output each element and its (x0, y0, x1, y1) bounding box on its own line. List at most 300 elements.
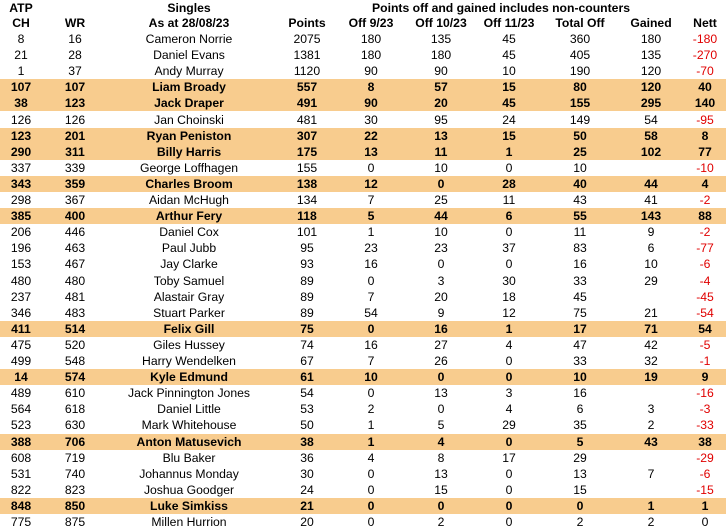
cell-points: 118 (297, 209, 317, 224)
cell-off9: 8 (367, 80, 375, 95)
cell-points: 21 (300, 498, 314, 513)
cell-nett: -1 (699, 354, 711, 368)
cell-wr: 339 (64, 160, 86, 175)
cell-nett: -270 (692, 48, 718, 63)
cell-total: 10 (573, 370, 587, 385)
cell-off9: 5 (367, 209, 375, 224)
cell-total: 17 (573, 321, 587, 336)
cell-off11: 0 (505, 466, 513, 481)
cell-wr: 126 (64, 112, 86, 127)
cell-gained: 41 (644, 193, 658, 207)
cell-nett: 40 (698, 80, 712, 95)
cell-gained: 135 (640, 48, 662, 63)
cell-off11: 37 (502, 241, 516, 256)
cell-name: Daniel Evans (153, 48, 225, 63)
cell-total: 16 (573, 257, 587, 272)
table-row (0, 63, 726, 79)
cell-off9: 10 (364, 370, 378, 385)
header-ch: CH (12, 16, 30, 30)
cell-off10: 0 (437, 370, 445, 385)
cell-total: 11 (573, 225, 587, 240)
table-row (0, 224, 726, 240)
cell-gained: 71 (644, 321, 658, 336)
cell-total: 45 (573, 289, 587, 304)
table-row (0, 208, 726, 224)
cell-points: 30 (300, 466, 314, 481)
cell-nett: -16 (696, 386, 714, 401)
cell-wr: 483 (64, 305, 86, 320)
header-wr: WR (64, 16, 86, 30)
cell-off10: 8 (437, 450, 445, 465)
table-row (0, 321, 726, 337)
cell-name: Daniel Little (157, 402, 221, 417)
cell-name: Cameron Norrie (145, 32, 233, 46)
cell-gained: 7 (647, 466, 655, 481)
cell-name: Stuart Parker (153, 305, 225, 320)
cell-name: Billy Harris (156, 144, 222, 159)
cell-wr: 618 (64, 402, 86, 417)
cell-name: Kyle Edmund (150, 370, 228, 385)
cell-off11: 30 (502, 273, 516, 288)
cell-wr: 630 (64, 418, 86, 433)
cell-total: 55 (573, 209, 587, 224)
header-nett: Nett (693, 16, 717, 30)
cell-nett: -2 (699, 193, 711, 207)
table-row (0, 514, 726, 530)
cell-wr: 201 (64, 128, 86, 143)
cell-off10: 10 (434, 225, 448, 240)
cell-off11: 29 (502, 418, 516, 433)
cell-points: 89 (300, 273, 314, 288)
table-row (0, 240, 726, 256)
cell-wr: 823 (64, 482, 86, 497)
cell-off11: 3 (505, 386, 513, 401)
cell-atp: 523 (10, 418, 32, 433)
cell-name: Jack Pinnington Jones (128, 386, 250, 401)
cell-atp: 564 (10, 402, 32, 417)
header-note: Points off and gained includes non-counters (372, 1, 630, 15)
cell-total: 5 (576, 434, 584, 449)
cell-nett: -6 (699, 466, 711, 481)
cell-total: 190 (569, 64, 591, 79)
cell-off9: 22 (364, 128, 378, 143)
cell-wr: 16 (68, 32, 82, 46)
cell-name: Giles Hussey (153, 337, 225, 352)
cell-name: Felix Gill (163, 321, 215, 336)
cell-off11: 0 (505, 515, 513, 529)
cell-atp: 206 (10, 225, 32, 240)
cell-off9: 0 (367, 386, 375, 401)
cell-off9: 0 (367, 321, 375, 336)
cell-nett: 38 (698, 434, 712, 449)
cell-off10: 3 (437, 273, 445, 288)
header-atp: ATP (9, 1, 33, 15)
cell-off10: 0 (437, 176, 445, 191)
cell-points: 307 (296, 128, 318, 143)
table-row (0, 79, 726, 95)
cell-atp: 290 (10, 144, 32, 159)
cell-gained: 19 (644, 370, 658, 385)
cell-atp: 153 (10, 257, 32, 272)
cell-off10: 23 (434, 241, 448, 256)
cell-nett: -180 (692, 32, 718, 46)
cell-nett: -6 (699, 257, 711, 272)
table-row (0, 176, 726, 192)
cell-nett: -4 (699, 273, 711, 288)
cell-off9: 16 (364, 257, 378, 272)
cell-gained (618, 160, 684, 176)
cell-off9: 0 (367, 498, 375, 513)
cell-nett: -15 (696, 482, 714, 497)
table-row (0, 482, 726, 498)
cell-off10: 0 (437, 402, 445, 417)
cell-name: Johannus Monday (139, 466, 239, 481)
cell-off10: 135 (430, 32, 452, 46)
cell-nett: 1 (701, 498, 709, 513)
cell-off9: 7 (367, 193, 375, 207)
cell-off9: 54 (364, 305, 378, 320)
cell-gained: 143 (640, 209, 662, 224)
header-gained: Gained (630, 16, 672, 30)
cell-off10: 90 (434, 64, 448, 79)
cell-off11: 0 (505, 225, 513, 240)
cell-atp: 499 (10, 354, 32, 368)
cell-gained: 6 (647, 241, 655, 256)
table-row (0, 128, 726, 144)
cell-atp: 343 (10, 176, 32, 191)
cell-gained: 29 (644, 273, 658, 288)
cell-total: 13 (573, 466, 587, 481)
cell-off9: 0 (367, 482, 375, 497)
cell-total: 50 (573, 128, 587, 143)
cell-gained: 102 (640, 144, 662, 159)
cell-nett: 4 (701, 176, 709, 191)
cell-points: 175 (296, 144, 318, 159)
cell-gained: 2 (647, 515, 655, 529)
cell-total: 360 (569, 32, 591, 46)
cell-gained: 10 (644, 257, 658, 272)
cell-name: Joshua Goodger (143, 482, 235, 497)
cell-off11: 15 (502, 80, 516, 95)
cell-off10: 25 (434, 193, 448, 207)
cell-off11: 0 (505, 160, 513, 175)
cell-wr: 481 (64, 289, 86, 304)
cell-gained: 295 (640, 96, 662, 111)
table-row (0, 498, 726, 514)
cell-off9: 0 (367, 466, 375, 481)
cell-points: 89 (300, 289, 314, 304)
cell-atp: 126 (10, 112, 32, 127)
header-points-blank (278, 0, 336, 16)
cell-off9: 16 (364, 337, 378, 352)
cell-nett: -77 (696, 241, 714, 256)
cell-total: 43 (573, 193, 587, 207)
cell-name: Paul Jubb (161, 241, 217, 256)
cell-off9: 12 (364, 176, 378, 191)
table-row (0, 144, 726, 160)
cell-atp: 1 (17, 64, 25, 79)
cell-wr: 740 (64, 466, 86, 481)
header-as-at: As at 28/08/23 (148, 16, 230, 30)
cell-points: 54 (300, 386, 314, 401)
cell-off11: 45 (502, 32, 516, 46)
cell-off10: 2 (437, 515, 445, 529)
cell-total: 75 (573, 305, 587, 320)
cell-nett: -10 (696, 160, 714, 175)
cell-wr: 400 (64, 209, 86, 224)
cell-atp: 107 (10, 80, 32, 95)
cell-total: 47 (573, 337, 587, 352)
cell-points: 67 (300, 354, 314, 368)
cell-gained: 43 (644, 434, 658, 449)
header-row-1 (0, 0, 726, 16)
cell-atp: 475 (10, 337, 32, 352)
cell-name: Charles Broom (145, 176, 233, 191)
cell-atp: 480 (10, 273, 32, 288)
cell-off11: 10 (502, 64, 516, 79)
cell-name: Millen Hurrion (151, 515, 227, 529)
cell-off10: 11 (434, 144, 448, 159)
cell-name: Andy Murray (154, 64, 224, 79)
cell-points: 2075 (293, 32, 321, 46)
cell-off10: 16 (434, 321, 448, 336)
cell-name: Jan Choinski (154, 112, 224, 127)
cell-name: Alastair Gray (153, 289, 225, 304)
table-row (0, 385, 726, 401)
cell-off9: 13 (364, 144, 378, 159)
cell-off10: 13 (434, 128, 448, 143)
cell-atp: 822 (10, 482, 32, 497)
cell-nett: -5 (699, 337, 711, 352)
cell-off9: 180 (360, 48, 382, 63)
cell-off11: 0 (505, 370, 513, 385)
cell-name: Ryan Peniston (146, 128, 232, 143)
cell-points: 53 (300, 402, 314, 417)
cell-nett: 9 (701, 370, 709, 385)
cell-off11: 17 (502, 450, 516, 465)
cell-points: 481 (296, 112, 318, 127)
cell-nett: -33 (696, 418, 714, 433)
cell-off10: 9 (437, 305, 445, 320)
cell-nett: -3 (699, 402, 711, 417)
cell-name: George Loffhagen (139, 160, 239, 175)
cell-wr: 610 (64, 386, 86, 401)
cell-name: Toby Samuel (153, 273, 225, 288)
cell-atp: 489 (10, 386, 32, 401)
cell-off11: 4 (505, 402, 513, 417)
cell-off11: 1 (505, 321, 513, 336)
cell-off11: 0 (505, 434, 513, 449)
cell-gained: 2 (647, 418, 655, 433)
cell-atp: 38 (14, 96, 28, 111)
cell-gained (618, 482, 684, 498)
cell-gained: 42 (644, 337, 658, 352)
cell-total: 155 (569, 96, 591, 111)
cell-total: 16 (573, 386, 587, 401)
cell-atp: 346 (10, 305, 32, 320)
cell-total: 2 (576, 515, 584, 529)
cell-off11: 0 (505, 482, 513, 497)
cell-points: 61 (300, 370, 314, 385)
cell-wr: 514 (64, 321, 86, 336)
cell-off10: 44 (434, 209, 448, 224)
table-row (0, 401, 726, 417)
cell-nett: -54 (696, 305, 714, 320)
cell-total: 25 (573, 144, 587, 159)
cell-gained: 58 (644, 128, 658, 143)
cell-name: Luke Simkiss (150, 498, 228, 513)
cell-off11: 28 (502, 176, 516, 191)
cell-off11: 11 (502, 193, 516, 207)
cell-off11: 6 (505, 209, 513, 224)
cell-points: 36 (300, 450, 314, 465)
cell-total: 0 (576, 498, 584, 513)
cell-points: 75 (300, 321, 314, 336)
cell-gained: 1 (647, 498, 655, 513)
cell-off9: 1 (367, 434, 375, 449)
cell-atp: 123 (10, 128, 32, 143)
cell-off9: 1 (367, 225, 375, 240)
cell-off10: 95 (434, 112, 448, 127)
cell-atp: 775 (10, 515, 32, 529)
cell-name: Arthur Fery (155, 209, 223, 224)
cell-wr: 367 (64, 193, 86, 207)
cell-off10: 27 (434, 337, 448, 352)
cell-wr: 548 (64, 354, 86, 368)
cell-nett: -2 (699, 225, 711, 240)
cell-gained: 32 (644, 354, 658, 368)
cell-off11: 45 (502, 96, 516, 111)
cell-off11: 18 (502, 289, 516, 304)
cell-points: 50 (300, 418, 314, 433)
cell-gained: 9 (647, 225, 655, 240)
cell-wr: 311 (65, 144, 85, 159)
cell-nett: 54 (698, 321, 712, 336)
cell-name: Liam Broady (152, 80, 226, 95)
cell-points: 38 (300, 434, 314, 449)
cell-name: Anton Matusevich (136, 434, 242, 449)
cell-off10: 20 (434, 289, 448, 304)
table-row (0, 47, 726, 63)
cell-nett: 140 (694, 96, 716, 111)
cell-atp: 848 (10, 498, 32, 513)
cell-wr: 123 (64, 96, 86, 111)
cell-atp: 385 (10, 209, 32, 224)
cell-points: 20 (300, 515, 314, 529)
cell-points: 155 (296, 160, 318, 175)
cell-points: 89 (300, 305, 314, 320)
cell-gained (618, 385, 684, 401)
cell-total: 29 (573, 450, 587, 465)
cell-off11: 24 (502, 112, 516, 127)
cell-total: 80 (573, 80, 587, 95)
cell-points: 24 (300, 482, 314, 497)
cell-points: 557 (296, 80, 318, 95)
cell-off11: 12 (502, 305, 516, 320)
table-row (0, 450, 726, 466)
table-row (0, 337, 726, 353)
cell-gained (618, 450, 684, 466)
cell-points: 1381 (293, 48, 321, 63)
cell-wr: 446 (64, 225, 86, 240)
cell-total: 149 (569, 112, 591, 127)
cell-points: 1120 (293, 64, 321, 79)
cell-wr: 520 (64, 337, 86, 352)
table-row (0, 160, 726, 176)
cell-total: 15 (573, 482, 587, 497)
cell-wr: 37 (68, 64, 82, 79)
cell-off9: 90 (364, 96, 378, 111)
table-row (0, 417, 726, 433)
cell-atp: 298 (10, 193, 32, 207)
header-wr-blank (50, 0, 100, 16)
cell-off10: 0 (437, 498, 445, 513)
cell-off10: 0 (437, 257, 445, 272)
cell-off10: 13 (434, 466, 448, 481)
cell-name: Daniel Cox (159, 225, 219, 240)
cell-wr: 359 (64, 176, 86, 191)
cell-name: Jack Draper (154, 96, 224, 111)
cell-points: 134 (296, 193, 318, 207)
cell-gained: 3 (647, 402, 655, 417)
cell-off9: 1 (367, 418, 375, 433)
cell-gained: 21 (644, 305, 658, 320)
cell-points: 101 (296, 225, 318, 240)
cell-total: 40 (573, 176, 587, 191)
header-off10: Off 10/23 (415, 16, 467, 30)
cell-nett: -95 (696, 112, 714, 127)
cell-off11: 0 (505, 354, 513, 368)
table-row (0, 369, 726, 385)
header-points: Points (288, 16, 326, 30)
cell-off11: 4 (505, 337, 513, 352)
cell-nett: -45 (696, 289, 714, 304)
cell-name: Aidan McHugh (149, 193, 229, 207)
cell-gained: 120 (640, 80, 662, 95)
cell-off10: 180 (430, 48, 452, 63)
cell-points: 93 (300, 257, 314, 272)
cell-off10: 10 (434, 160, 448, 175)
header-row-2 (0, 15, 726, 31)
cell-wr: 719 (64, 450, 86, 465)
cell-name: Mark Whitehouse (141, 418, 237, 433)
cell-off9: 180 (360, 32, 382, 46)
cell-atp: 608 (10, 450, 32, 465)
table-row (0, 353, 726, 369)
cell-off10: 5 (437, 418, 445, 433)
cell-wr: 706 (64, 434, 86, 449)
cell-off9: 90 (364, 64, 378, 79)
cell-total: 33 (573, 273, 587, 288)
header-off11: Off 11/23 (483, 16, 535, 30)
cell-atp: 237 (10, 289, 32, 304)
table-row (0, 289, 726, 305)
cell-wr: 875 (64, 515, 86, 529)
cell-gained: 44 (644, 176, 658, 191)
cell-wr: 463 (64, 241, 86, 256)
cell-total: 83 (573, 241, 587, 256)
cell-off9: 4 (367, 450, 375, 465)
cell-gained: 180 (640, 32, 662, 46)
table-row (0, 192, 726, 208)
header-off9: Off 9/23 (348, 16, 394, 30)
cell-off11: 0 (505, 257, 513, 272)
cell-off9: 0 (367, 160, 375, 175)
cell-points: 138 (296, 176, 318, 191)
cell-off10: 26 (434, 354, 448, 368)
header-singles: Singles (167, 1, 211, 15)
cell-total: 33 (573, 354, 587, 368)
